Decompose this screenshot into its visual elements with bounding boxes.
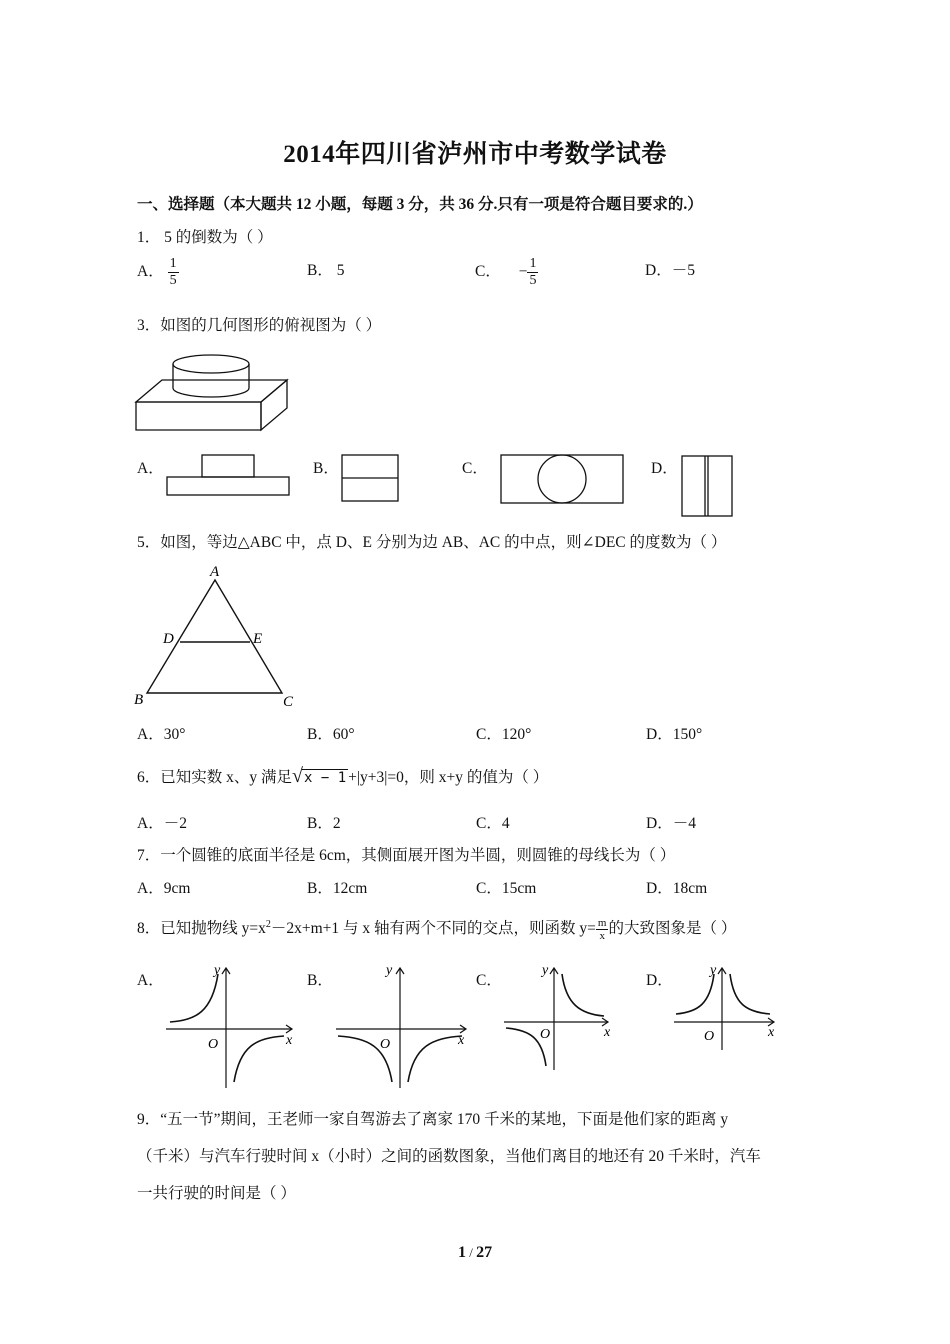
axis-x-label: x (286, 1033, 293, 1048)
question-6 (137, 765, 548, 788)
fraction (168, 256, 179, 289)
q3-option-a-figure (166, 454, 290, 496)
q3-option-b-label: B． (313, 460, 339, 477)
axis-y-label: y (214, 963, 221, 978)
q3-option-b-figure (341, 454, 399, 502)
q7-option-a: A．9cm (137, 880, 191, 897)
page-number (0, 1244, 950, 1262)
q6-option-b: B．2 (307, 815, 341, 832)
exponent: 2 (265, 918, 271, 930)
q8-option-c-label: C． (476, 972, 502, 989)
option-label: A． (137, 263, 164, 281)
fraction-numerator: 1 (529, 256, 537, 271)
sqrt-icon: √ (292, 765, 303, 787)
q8-text-middle: －2x+m+1 与 x 轴有两个不同的交点，则函数 y= (270, 920, 596, 937)
total-pages: 27 (476, 1244, 493, 1261)
minus-sign: − (518, 263, 528, 281)
q6-option-d: D．－4 (646, 815, 696, 832)
question-3: 3．如图的几何图形的俯视图为（ ） (137, 317, 382, 334)
radicand: x − 1 (304, 770, 347, 786)
q1-option-d: D．－5 (645, 262, 695, 279)
q7-option-c: C．15cm (476, 880, 537, 897)
question-8 (137, 916, 736, 942)
q3-option-c-figure (500, 454, 624, 504)
axis-x-label: x (458, 1033, 465, 1048)
q7-option-d: D．18cm (646, 880, 708, 897)
q8-option-a-label: A． (137, 972, 164, 989)
q7-option-b: B．12cm (307, 880, 368, 897)
q5-option-c: C．120° (476, 726, 532, 743)
question-9-line-1: 9．“五一节”期间，王老师一家自驾游去了离家 170 千米的某地，下面是他们家的距离 y (137, 1111, 729, 1128)
section-heading: 一、选择题（本大题共 12 小题，每题 3 分，共 36 分.只有一项是符合题目要求的.） (137, 196, 703, 213)
page-title: 2014年四川省泸州市中考数学试卷 (283, 141, 667, 168)
q5-option-b: B．60° (307, 726, 355, 743)
origin-label: O (704, 1029, 715, 1044)
axis-y-label: y (386, 963, 393, 978)
point-label-e: E (253, 631, 263, 647)
origin-label: O (540, 1027, 551, 1042)
q8-option-b-label: B． (307, 972, 333, 989)
q3-solid-figure (135, 352, 290, 434)
fraction (527, 256, 538, 289)
q5-option-a: A．30° (137, 726, 186, 743)
vertex-label-c: C (283, 694, 294, 710)
current-page: 1 (457, 1244, 466, 1261)
q5-option-d: D．150° (646, 726, 703, 743)
q8-text-end: 的大致图象是（ ） (608, 920, 737, 937)
fraction-numerator: 1 (169, 256, 177, 271)
q8-graph-c (504, 962, 614, 1072)
fraction-denominator: x (599, 929, 605, 942)
axis-x-label: x (604, 1025, 611, 1040)
question-9-line-3: 一共行驶的时间是（ ） (137, 1185, 296, 1202)
axis-y-label: y (710, 963, 717, 978)
q3-option-d-label: D． (651, 460, 678, 477)
q5-triangle-figure (132, 562, 302, 710)
q3-option-c-label: C． (462, 460, 488, 477)
q8-text-start: 8．已知抛物线 y=x (137, 920, 266, 937)
vertex-label-b: B (134, 692, 144, 708)
q1-option-b: B． 5 (307, 262, 345, 279)
question-1: 1． 5 的倒数为（ ） (137, 229, 273, 246)
q1-option-a (137, 256, 179, 289)
q8-graph-a (166, 962, 296, 1090)
q6-text-end: +|y+3|=0，则 x+y 的值为（ ） (348, 769, 549, 786)
fraction-denominator: 5 (169, 273, 177, 288)
origin-label: O (380, 1037, 391, 1052)
q6-option-a: A．－2 (137, 815, 187, 832)
fraction (596, 917, 609, 942)
axis-y-label: y (542, 963, 549, 978)
q6-text-start: 6．已知实数 x、y 满足 (137, 769, 293, 786)
origin-label: O (208, 1037, 219, 1052)
q3-option-a-label: A． (137, 460, 164, 477)
question-5: 5．如图，等边△ABC 中，点 D、E 分别为边 AB、AC 的中点，则∠DEC 的度数为（ ） (137, 534, 727, 551)
vertex-label-a: A (210, 564, 220, 580)
q8-graph-b (336, 962, 471, 1090)
fraction-numerator: m (597, 916, 607, 929)
axis-x-label: x (768, 1025, 775, 1040)
q6-option-c: C．4 (476, 815, 510, 832)
q8-graph-d (674, 962, 779, 1052)
q1-option-c (475, 256, 538, 289)
option-label: C． (475, 263, 501, 281)
question-7: 7．一个圆锥的底面半径是 6cm，其侧面展开图为半圆，则圆锥的母线长为（ ） (137, 847, 676, 864)
q8-option-d-label: D． (646, 972, 673, 989)
question-9-line-2: （千米）与汽车行驶时间 x（小时）之间的函数图象，当他们离目的地还有 20 千米时，汽车 (137, 1148, 761, 1165)
q3-option-d-figure (681, 455, 733, 517)
fraction-denominator: 5 (529, 273, 537, 288)
page-separator: / (465, 1245, 477, 1260)
point-label-d: D (163, 631, 174, 647)
